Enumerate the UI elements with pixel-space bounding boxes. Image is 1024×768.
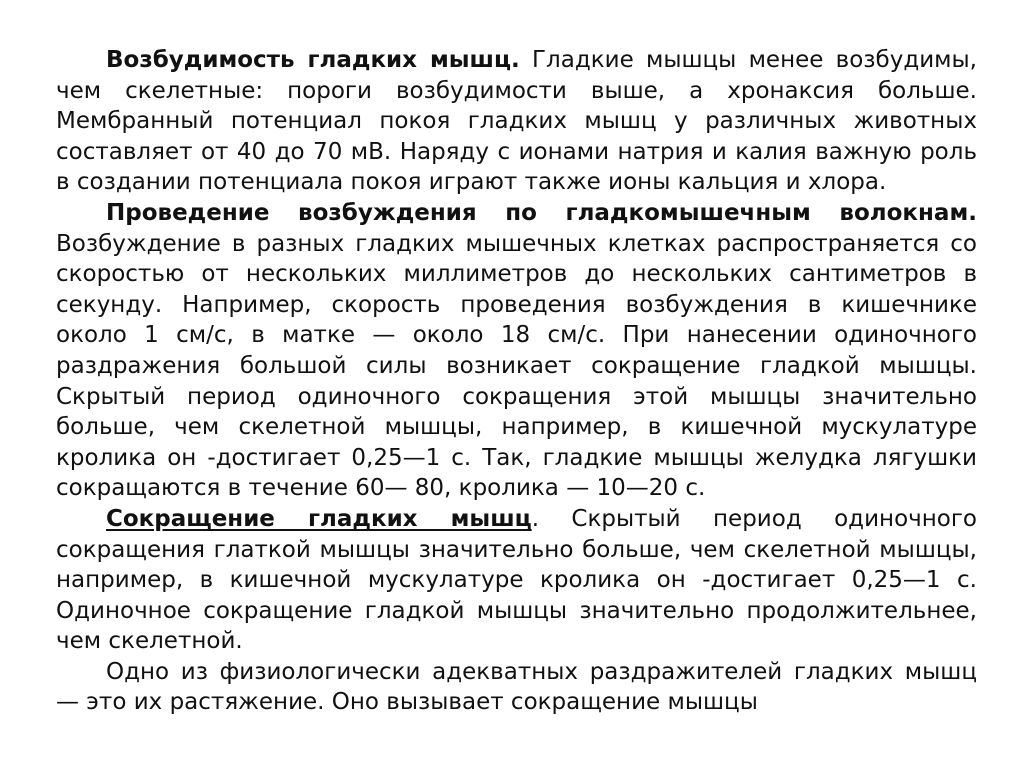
document-text — [56, 45, 977, 718]
heading-contraction: Сокращение гладких мышц — [106, 505, 532, 532]
paragraph-stretch — [56, 657, 977, 718]
paragraph-excitability — [56, 45, 977, 198]
paragraph-stretch-text: Одно из физиологически адекватных раздражителей гладких мышц — это их растяжение. Оно вызывает сокращение мышцы — [56, 658, 977, 716]
paragraph-conduction — [56, 198, 977, 504]
heading-excitability: Возбудимость гладких мышц. — [106, 47, 520, 73]
paragraph-conduction-text: Возбуждение в разных гладких мышечных клетках распространяется со скоростью от нескольких миллиметров до нескольких сантиметров в секунду. Например, скорость проведения возбуждения в кишечнике около 1 см/с, в матке — около 18 см/с. При нанесении одиночного раздражения большой силы возникает сокращение гладкой мышцы. Скрытый период одиночного сокращения этой мышцы значительно больше, чем скелетной мышцы, например, в кишечной мускулатуре кролика он -достигает 0,25—1 с. Так, гладкие мышцы желудка лягушки сокращаются в течение 60— 80, кролика — 10—20 с. — [56, 230, 977, 502]
paragraph-contraction-text: . Скрытый период одиночного сокращения глаткой мышцы значительно больше, чем скелетной мышцы, например, в кишечной мускулатуре кролика он -достигает 0,25—1 с. Одиночное сокращение гладкой мышцы значительно продолжительнее, чем скелетной. — [56, 505, 977, 655]
paragraph-contraction — [56, 504, 977, 657]
paragraph-excitability-text: Гладкие мышцы менее возбудимы, чем скелетные: пороги возбудимости выше, а хронаксия больше. Мембранный потенциал покоя гладких мышц у различных животных составляет от 40 до 70 мВ. Наряду с ионами натрия и калия важную роль в создании потенциала покоя играют также ионы кальция и хлора. — [56, 47, 977, 196]
heading-conduction: Проведение возбуждения по гладкомышечным волокнам. — [106, 199, 977, 226]
